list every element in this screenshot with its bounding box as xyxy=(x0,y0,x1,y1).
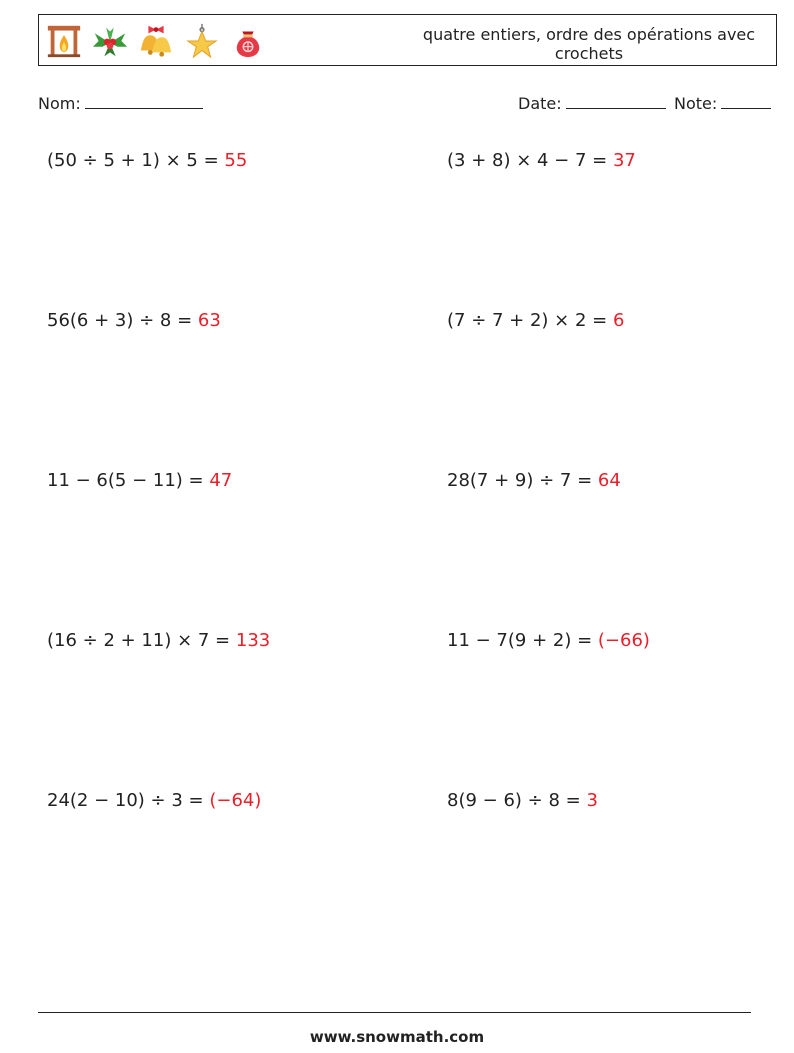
problem-answer: 133 xyxy=(235,630,271,651)
problem-6 xyxy=(447,470,621,491)
footer-divider xyxy=(38,1012,751,1013)
problem-expression: (50 ÷ 5 + 1) × 5 = xyxy=(47,150,219,171)
problem-answer: 63 xyxy=(197,310,221,331)
problem-answer: 47 xyxy=(209,470,233,491)
problem-5 xyxy=(47,470,232,491)
problem-answer: 3 xyxy=(586,790,598,811)
worksheet-header xyxy=(38,14,777,66)
grade-field xyxy=(674,94,771,113)
problem-answer: 64 xyxy=(597,470,621,491)
problem-expression: 56(6 + 3) ÷ 8 = xyxy=(47,310,193,331)
problem-expression: 11 − 6(5 − 11) = xyxy=(47,470,204,491)
problem-expression: 28(7 + 9) ÷ 7 = xyxy=(447,470,593,491)
date-line[interactable] xyxy=(566,94,666,109)
problem-answer: (−66) xyxy=(597,630,650,651)
problem-expression: (16 ÷ 2 + 11) × 7 = xyxy=(47,630,231,651)
star-ornament-icon xyxy=(183,22,221,60)
problem-answer: (−64) xyxy=(209,790,262,811)
problem-answer: 37 xyxy=(612,150,636,171)
footer-url[interactable]: www.snowmath.com xyxy=(309,1028,485,1046)
problem-10 xyxy=(447,790,598,811)
problem-1 xyxy=(47,150,247,171)
date-field xyxy=(518,94,666,113)
name-label: Nom: xyxy=(38,94,81,113)
worksheet-title: quatre entiers, ordre des opérations avec crochets xyxy=(422,25,756,63)
problem-answer: 55 xyxy=(224,150,248,171)
problem-expression: 24(2 − 10) ÷ 3 = xyxy=(47,790,204,811)
problem-2 xyxy=(447,150,636,171)
decoration-icons xyxy=(45,21,267,61)
grade-label: Note: xyxy=(674,94,718,113)
gift-sack-icon xyxy=(229,22,267,60)
problem-9 xyxy=(47,790,261,811)
problem-expression: 11 − 7(9 + 2) = xyxy=(447,630,593,651)
bells-icon xyxy=(137,22,175,60)
fireplace-icon xyxy=(45,22,83,60)
problem-expression: (7 ÷ 7 + 2) × 2 = xyxy=(447,310,608,331)
problem-4 xyxy=(447,310,624,331)
problem-expression: 8(9 − 6) ÷ 8 = xyxy=(447,790,581,811)
grade-line[interactable] xyxy=(721,94,771,109)
problem-expression: (3 + 8) × 4 − 7 = xyxy=(447,150,608,171)
problem-7 xyxy=(47,630,270,651)
holly-icon xyxy=(91,22,129,60)
problem-answer: 6 xyxy=(612,310,625,331)
name-line[interactable] xyxy=(85,94,203,109)
problem-3 xyxy=(47,310,221,331)
problem-8 xyxy=(447,630,650,651)
name-field xyxy=(38,94,203,113)
date-label: Date: xyxy=(518,94,562,113)
